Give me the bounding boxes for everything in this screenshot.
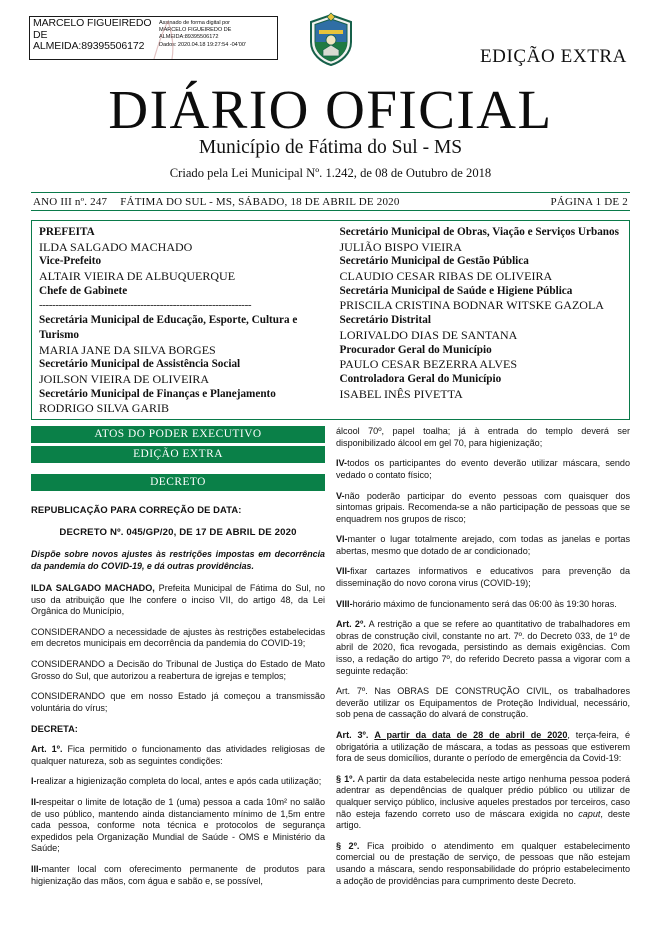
official-name: LORIVALDO DIAS DE SANTANA <box>339 327 518 342</box>
publication-subtitle: Município de Fátima do Sul - MS <box>198 137 463 158</box>
paragraph-1-text: A partir da data estabelecida neste artigo nenhuma pessoa poderá adentrar as dependências de qualquer prédio público ou utilizar de qualquer serviço público, inclusive aqueles prestados por terceiros, caso não esteja fazendo correto uso de máscara exigida no <box>336 773 630 819</box>
preamble-name: ILDA SALGADO MACHADO, <box>31 582 155 593</box>
preamble-paragraph <box>31 583 325 618</box>
signature-detail-line-4: Dados: 2020.04.18 19:27:54 -04'00' <box>159 41 246 48</box>
considerando-1: CONSIDERANDO a necessidade de ajustes às restrições estabelecidas em decretos municipais em decorrência da pandemia do COVID-19; <box>31 626 325 649</box>
republication-heading: REPUBLICAÇÃO PARA CORREÇÃO DE DATA: <box>31 504 242 516</box>
digital-signature-box <box>29 16 278 60</box>
edition-extra-header: EDIÇÃO EXTRA <box>479 46 627 67</box>
item-ii <box>31 797 325 855</box>
signature-detail-line-3: ALMEIDA:89395506172 <box>159 34 219 41</box>
official-name: ALTAIR VIEIRA DE ALBUQUERQUE <box>39 268 236 283</box>
official-name: JOILSON VIEIRA DE OLIVEIRA <box>39 371 210 386</box>
article-3-effective-date: A partir da data de 28 de abril de 2020 <box>374 730 568 741</box>
item-iii-continuation: álcool 70º, papel toalha; já à entrada do templo deverá ser disponibilizado álcool em gel 70, para higienização; <box>336 426 630 448</box>
issue-info-bar <box>31 192 630 211</box>
official-role: Secretário Municipal de Obras, Viação e Serviços Urbanos <box>339 226 619 238</box>
issue-info-left <box>33 196 400 208</box>
section-bar-edicao: EDIÇÃO EXTRA <box>31 446 325 463</box>
official-name: ILDA SALGADO MACHADO <box>39 239 193 254</box>
official-role: Secretária Municipal de Saúde e Higiene Pública <box>339 284 573 297</box>
item-viii-label: VIII- <box>336 598 353 609</box>
item-ii-label: II- <box>31 797 40 808</box>
item-iv-text: todos os participantes do evento deverão utilizar máscara, sendo vedado o contato físico; <box>336 458 630 480</box>
item-viii <box>336 599 630 611</box>
article-3-text: , terça-feira, é obrigatória a utilização de máscara, a todas as pessoas que estiverem fora de seus domicílios, durante o período de emergência da Covid-19: <box>336 730 631 764</box>
item-vii-label: VII- <box>336 566 351 577</box>
paragraph-1 <box>336 774 630 832</box>
decreto-heading: DECRETO Nº. 045/GP/20, DE 17 DE ABRIL DE 2020 <box>59 527 297 539</box>
item-v <box>336 491 630 526</box>
column-left <box>31 426 325 896</box>
article-1-text: Fica permitido o funcionamento das atividades religiosas de qualquer natureza, sob as seguintes condições: <box>31 744 325 766</box>
article-1 <box>31 744 325 767</box>
officials-column-left <box>32 225 331 416</box>
issue-place-date: FÁTIMA DO SUL - MS, SÁBADO, 18 DE ABRIL DE 2020 <box>120 195 400 208</box>
item-viii-text: horário máximo de funcionamento será das 06:00 às 19:30 horas. <box>352 598 617 609</box>
top-band <box>0 0 661 78</box>
item-i <box>31 776 325 788</box>
masthead <box>0 79 661 183</box>
decreto-ementa: Dispõe sobre novos ajustes às restrições impostas em decorrência da pandemia do COVID-19, e dá outras providências. <box>31 549 325 571</box>
item-ii-text: respeitar o limite de lotação de 1 (uma) pessoa a cada 10m² no salão de uso público, mantendo ainda distanciamento mínimo de 1,5m entre cada pessoa, conforme nota técnica e protocolos de segurança expedidos pela Organização Mundial de Saúde - OMS e Ministério da Saúde; <box>31 797 325 854</box>
official-name: CLAUDIO CESAR RIBAS DE OLIVEIRA <box>339 268 553 283</box>
body-columns <box>31 426 630 896</box>
official-role: Secretário Municipal de Gestão Pública <box>339 255 529 268</box>
official-role: Secretário Distrital <box>339 314 431 327</box>
paragraph-1-tail: , deste artigo. <box>336 808 630 831</box>
coat-of-arms-icon <box>305 12 357 68</box>
official-role: Secretária Municipal de Educação, Esporte, Cultura e Turismo <box>39 314 298 341</box>
official-role: Secretário Municipal de Finanças e Planejamento <box>39 387 276 400</box>
signature-detail-line-1: Assinado de forma digital por <box>159 20 230 26</box>
paragraph-2-text: Fica proibido o atendimento em qualquer estabelecimento comercial ou de prestação de serviço, de pessoas que não estejam usando a máscara, sendo responsabilidade do próprio estabelecimento a adoção de providências para cumprimento deste Decreto. <box>336 840 631 886</box>
item-i-text: realizar a higienização completa do local, antes e após cada utilização; <box>36 776 322 787</box>
column-right <box>336 426 630 896</box>
official-role: Secretário Municipal de Assistência Social <box>39 358 241 371</box>
official-name: MARIA JANE DA SILVA BORGES <box>39 342 216 357</box>
article-2 <box>336 619 630 677</box>
officials-box <box>31 220 630 420</box>
official-role: Vice-Prefeito <box>39 255 102 268</box>
article-3 <box>336 730 630 765</box>
official-role: PREFEITA <box>39 226 95 238</box>
paragraph-2 <box>336 841 630 887</box>
issue-year-number: ANO III nº. 247 <box>33 195 108 208</box>
official-role: Procurador Geral do Município <box>339 343 492 356</box>
officials-separator: ----------------------------------------------------------------- <box>39 299 252 312</box>
official-name: PAULO CESAR BEZERRA ALVES <box>339 357 517 372</box>
section-bar-decreto: DECRETO <box>31 474 325 491</box>
item-vii-text: fixar cartazes informativos e educativos para prevenção da disseminação do novo corona virus (COVID-19); <box>336 566 630 589</box>
paragraph-1-label: § 1º. <box>336 773 355 784</box>
item-iv <box>336 458 630 481</box>
section-bar-atos: ATOS DO PODER EXECUTIVO <box>31 426 325 443</box>
article-2-text: A restrição a que se refere ao quantitativo de trabalhadores em obras de construção civil, constante no art. 7º. do Decreto 033, de 1º de abril de 2020, fica revogada, persistindo as demais exigências. Com isso, a redação do artigo 7º, do referido Decreto passa a vigorar com a seguinte redação: <box>336 619 630 676</box>
article-7-quote: Art. 7º. Nas OBRAS DE CONSTRUÇÃO CIVIL, os trabalhadores deverão utilizar os Equipamentos de Proteção Individual, necessário, sob pena de cassação do alvará de construção. <box>336 686 630 720</box>
item-vi <box>336 534 630 557</box>
item-vi-text: manter o lugar totalmente arejado, com todas as janelas e portas abertas, mesmo que dotado de ar condicionado; <box>336 534 630 556</box>
article-3-label: Art. 3º. <box>336 730 369 741</box>
officials-column-right <box>331 225 630 416</box>
item-vi-label: VI- <box>336 534 348 545</box>
item-vii <box>336 566 630 589</box>
signature-name: MARCELO FIGUEIREDO DE ALMEIDA:89395506172 <box>33 17 152 53</box>
official-role: Controladora Geral do Município <box>339 372 502 385</box>
official-name: ISABEL INÊS PIVETTA <box>339 386 463 401</box>
considerando-2: CONSIDERANDO a Decisão do Tribunal de Justiça do Estado de Mato Grosso do Sul, que autorizou a reabertura de igrejas e templos; <box>31 658 325 681</box>
publication-title: DIÁRIO OFICIAL <box>108 79 553 140</box>
preamble-rest: Prefeita Municipal de Fátima do Sul, no uso da atribuição que lhe confere o inciso VII, do artigo 48, da Lei Orgânica do Município, <box>31 582 325 617</box>
official-role: Chefe de Gabinete <box>39 284 128 297</box>
item-iv-label: IV- <box>336 458 348 469</box>
item-iii <box>31 864 325 887</box>
article-2-label: Art. 2º. <box>336 619 366 630</box>
item-v-text: não poderão participar do evento pessoas com quaisquer dos sintomas gripais. Recomenda-se a não participação de pessoas que se enquadrem nos grupos de risco; <box>336 490 630 524</box>
decreta-label: DECRETA: <box>31 724 78 735</box>
official-name: JULIÃO BISPO VIEIRA <box>339 239 462 254</box>
paragraph-2-label: § 2º. <box>336 840 360 851</box>
article-1-label: Art. 1º. <box>31 744 63 755</box>
publication-law-line: Criado pela Lei Municipal Nº. 1.242, de 08 de Outubro de 2018 <box>169 166 492 180</box>
official-name: PRISCILA CRISTINA BODNAR WITSKE GAZOLA <box>339 298 604 313</box>
signature-details <box>156 17 277 59</box>
item-i-label: I- <box>31 776 37 787</box>
item-iii-text: manter local com oferecimento permanente de produtos para higienização das mãos, com água e sabão e, se possível, <box>31 864 325 886</box>
official-name: RODRIGO SILVA GARIB <box>39 401 170 416</box>
page-indicator: PÁGINA 1 DE 2 <box>550 195 628 208</box>
signature-detail-line-2: MARCELO FIGUEIREDO DE <box>159 27 232 34</box>
item-v-label: V- <box>336 490 345 501</box>
paragraph-1-caput: caput <box>578 808 601 819</box>
item-iii-label: III- <box>31 864 42 875</box>
considerando-3: CONSIDERANDO que em nosso Estado já começou a transmissão voluntária do vírus; <box>31 691 325 713</box>
